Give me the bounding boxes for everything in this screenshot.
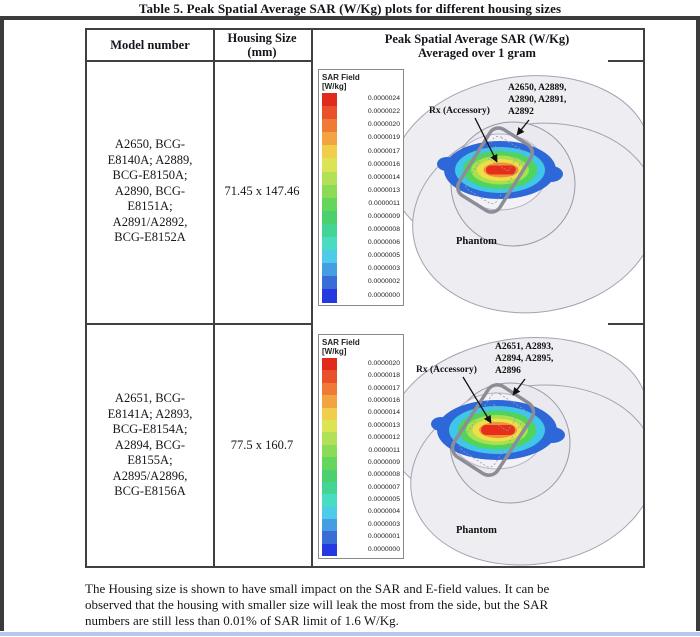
legend-color-swatch <box>322 370 337 382</box>
legend-value: 0.0000005 <box>367 252 400 260</box>
legend-color-swatch <box>322 494 337 506</box>
legend-row <box>322 198 400 211</box>
legend-color-swatch <box>322 544 337 556</box>
text-line: A2650, BCG- <box>114 137 186 152</box>
table-caption: Table 5. Peak Spatial Average SAR (W/Kg) plots for different housing sizes <box>138 1 562 16</box>
legend-row <box>322 185 400 198</box>
legend-row <box>322 158 400 171</box>
legend-color-swatch <box>322 211 337 224</box>
legend-value: 0.0000000 <box>367 545 400 553</box>
legend-color-swatch <box>322 358 337 370</box>
legend-value: 0.0000022 <box>367 108 400 116</box>
legend-color-swatch <box>322 172 337 185</box>
legend-value: 0.0000005 <box>367 496 400 504</box>
row1-model-number <box>87 60 213 323</box>
legend-row <box>322 370 400 382</box>
text-line: A2895/A2896, <box>112 468 188 483</box>
page-right-border <box>696 16 700 631</box>
legend-value: 0.0000020 <box>367 359 400 367</box>
legend-value: 0.0000011 <box>368 446 400 454</box>
legend-value: 0.0000014 <box>367 409 400 417</box>
legend-row <box>322 420 400 432</box>
legend-row <box>322 432 400 444</box>
legend-color-swatch <box>322 383 337 395</box>
text-line: BCG-E8154A; <box>112 422 188 437</box>
text-line: Peak Spatial Average SAR (W/Kg) <box>384 32 570 46</box>
legend-value: 0.0000018 <box>367 372 400 380</box>
legend-value: 0.0000017 <box>367 147 400 155</box>
text-line: BCG-E8150A; <box>112 168 188 183</box>
legend-color-swatch <box>322 250 337 263</box>
legend-row <box>322 119 400 132</box>
phantom-label: Phantom <box>456 236 497 247</box>
legend-color-swatch <box>322 224 337 237</box>
legend-row <box>322 263 400 276</box>
legend-value: 0.0000000 <box>367 291 400 299</box>
legend-value: 0.0000009 <box>367 458 400 466</box>
legend-color-swatch <box>322 185 337 198</box>
text-line: (mm) <box>247 45 277 59</box>
text-line: BCG-E8152A <box>114 230 186 245</box>
legend-color-swatch <box>322 408 337 420</box>
legend-color-swatch <box>322 158 337 171</box>
row2-model-number <box>87 325 213 566</box>
header-peak-sar <box>311 30 643 62</box>
text-line: A2896 <box>495 366 521 376</box>
legend-title: SAR Field <box>322 338 360 347</box>
legend-color-swatch <box>322 470 337 482</box>
legend-row <box>322 358 400 370</box>
legend-row <box>322 470 400 482</box>
legend-value: 0.0000016 <box>367 160 400 168</box>
legend-color-swatch <box>322 145 337 158</box>
legend-value: 0.0000001 <box>367 533 400 541</box>
legend-color-swatch <box>322 132 337 145</box>
legend-color-swatch <box>322 420 337 432</box>
sar-peak-core <box>486 166 516 175</box>
legend-color-swatch <box>322 507 337 519</box>
legend-color-swatch <box>322 198 337 211</box>
legend-value: 0.0000006 <box>367 239 400 247</box>
legend-value: 0.0000013 <box>367 421 400 429</box>
legend-color-swatch <box>322 93 337 106</box>
legend-row <box>322 145 400 158</box>
text-line: A2651, A2893, <box>495 342 554 352</box>
legend-color-swatch <box>322 263 337 276</box>
text-line: A2650, A2889, <box>508 83 567 93</box>
legend-scale <box>322 358 400 556</box>
legend-unit: [W/kg] <box>322 82 347 91</box>
row2-housing-size: 77.5 x 160.7 <box>230 437 294 452</box>
legend-value: 0.0000003 <box>367 520 400 528</box>
sar-table <box>85 28 645 568</box>
device-models-label <box>508 82 566 118</box>
text-line: BCG-E8156A <box>114 484 186 499</box>
row1-housing-size: 71.45 x 147.46 <box>224 183 300 198</box>
legend-row <box>322 250 400 263</box>
legend-value: 0.0000019 <box>367 134 400 142</box>
text-line: A2890, BCG- <box>114 183 186 198</box>
header-model-number: Model number <box>110 38 190 52</box>
text-line: observed that the housing with smaller size will leak the most from the side, but the SAR <box>85 597 549 612</box>
legend-value: 0.0000011 <box>368 199 400 207</box>
legend-color-swatch <box>322 119 337 132</box>
legend-value: 0.0000004 <box>367 508 400 516</box>
legend-row <box>322 276 400 289</box>
text-line: Averaged over 1 gram <box>418 46 536 60</box>
legend-row <box>322 237 400 250</box>
legend-value: 0.0000008 <box>367 226 400 234</box>
legend-row <box>322 482 400 494</box>
legend-row <box>322 224 400 237</box>
legend-color-swatch <box>322 106 337 119</box>
legend-scale <box>322 93 400 303</box>
legend-row <box>322 106 400 119</box>
sar-plot-row1 <box>313 60 643 323</box>
legend-row <box>322 544 400 556</box>
legend-value: 0.0000017 <box>367 384 400 392</box>
text-line: E8140A; A2889, <box>107 152 193 167</box>
legend-row <box>322 172 400 185</box>
legend-color-swatch <box>322 237 337 250</box>
legend-row <box>322 132 400 145</box>
legend-row <box>322 93 400 106</box>
sar-legend <box>318 69 404 306</box>
legend-row <box>322 395 400 407</box>
legend-value: 0.0000016 <box>367 396 400 404</box>
sar-peak-core <box>481 425 515 435</box>
legend-color-swatch <box>322 531 337 543</box>
legend-color-swatch <box>322 445 337 457</box>
legend-title: SAR Field <box>322 73 360 82</box>
text-line: E8141A; A2893, <box>107 406 193 421</box>
legend-row <box>322 408 400 420</box>
rx-accessory-label: Rx (Accessory) <box>416 365 477 375</box>
legend-value: 0.0000013 <box>367 186 400 194</box>
text-line: A2890, A2891, <box>508 95 567 105</box>
legend-row <box>322 494 400 506</box>
legend-value: 0.0000024 <box>367 95 400 103</box>
header-housing-size <box>213 30 311 60</box>
page-top-rule <box>0 16 700 20</box>
text-line: A2894, BCG- <box>114 437 186 452</box>
legend-value: 0.0000008 <box>367 471 400 479</box>
legend-value: 0.0000007 <box>367 483 400 491</box>
legend-color-swatch <box>322 276 337 289</box>
phantom-label: Phantom <box>456 525 497 536</box>
text-line: A2651, BCG- <box>114 391 186 406</box>
legend-row <box>322 445 400 457</box>
legend-color-swatch <box>322 395 337 407</box>
legend-value: 0.0000020 <box>367 121 400 129</box>
text-line: numbers are still less than 0.01% of SAR limit of 1.6 W/Kg. <box>85 613 399 628</box>
rx-accessory-label: Rx (Accessory) <box>429 106 490 116</box>
legend-row <box>322 507 400 519</box>
legend-color-swatch <box>322 289 337 302</box>
legend-value: 0.0000002 <box>367 278 400 286</box>
text-line: A2892 <box>508 107 534 117</box>
legend-row <box>322 211 400 224</box>
legend-unit: [W/kg] <box>322 347 347 356</box>
text-line: E8151A; <box>127 199 173 214</box>
legend-color-swatch <box>322 482 337 494</box>
page-bottom-divider <box>0 632 700 636</box>
legend-value: 0.0000003 <box>367 265 400 273</box>
sar-legend <box>318 334 404 559</box>
legend-color-swatch <box>322 432 337 444</box>
legend-row <box>322 531 400 543</box>
sar-plot-row2 <box>313 325 643 566</box>
legend-row <box>322 383 400 395</box>
legend-value: 0.0000012 <box>367 434 400 442</box>
page-left-border <box>0 16 4 631</box>
device-models-label <box>495 341 553 377</box>
table-note <box>85 581 647 629</box>
legend-row <box>322 457 400 469</box>
text-line: The Housing size is shown to have small impact on the SAR and E-field values. It can be <box>85 581 550 596</box>
text-line: A2894, A2895, <box>495 354 554 364</box>
legend-color-swatch <box>322 457 337 469</box>
legend-color-swatch <box>322 519 337 531</box>
legend-row <box>322 519 400 531</box>
text-line: E8155A; <box>127 453 173 468</box>
text-line: A2891/A2892, <box>112 214 188 229</box>
legend-row <box>322 289 400 302</box>
legend-value: 0.0000009 <box>367 212 400 220</box>
legend-value: 0.0000014 <box>367 173 400 181</box>
text-line: Housing Size <box>227 31 297 45</box>
